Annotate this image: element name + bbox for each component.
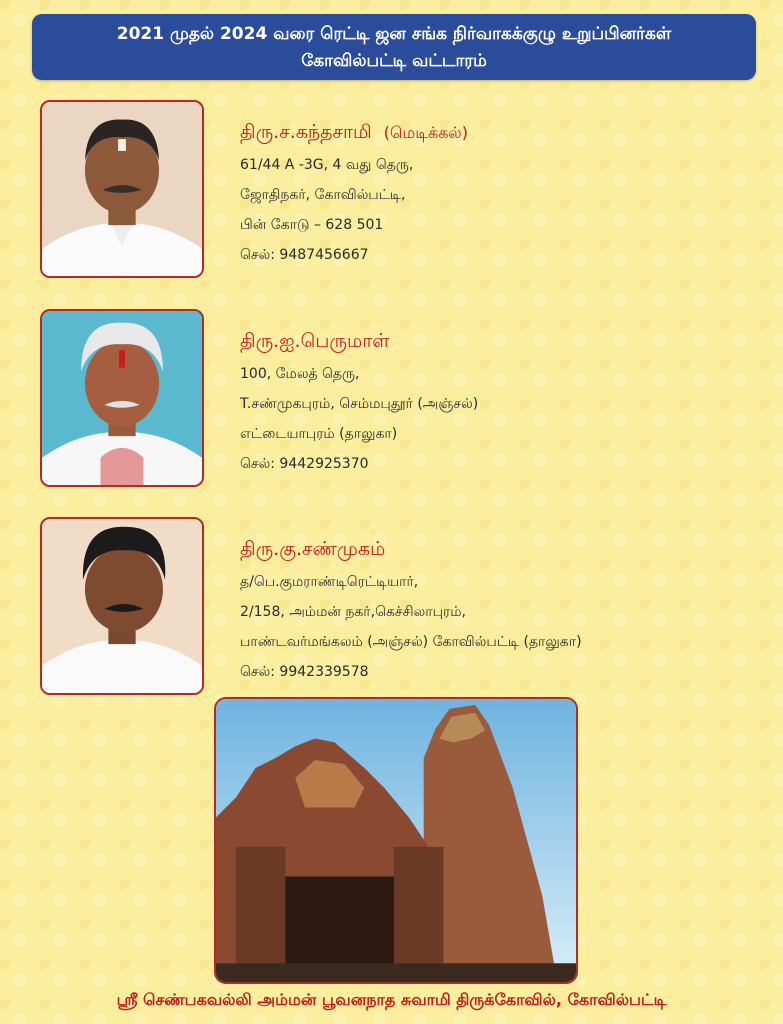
member-photo-2 — [40, 309, 204, 487]
member-address-line: பின் கோடு – 628 501 — [240, 217, 384, 233]
member-phone: செல்: 9487456667 — [240, 247, 369, 263]
member-info-3 — [240, 537, 760, 682]
member-photo-1 — [40, 100, 204, 278]
member-phone: செல்: 9942339578 — [240, 664, 369, 680]
member-address-line: த/பெ.குமராண்டிரெட்டியார், — [240, 574, 419, 590]
member-phone: செல்: 9442925370 — [240, 456, 369, 472]
header-banner — [32, 14, 756, 80]
member-info-1 — [240, 120, 760, 265]
member-address-line: பாண்டவர்மங்கலம் (அஞ்சல்) கோவில்பட்டி (தாலுகா) — [240, 634, 582, 650]
member-address-line: 100, மேலத் தெரு, — [240, 366, 360, 382]
member-name: திரு.ஐ.பெருமாள் — [240, 330, 390, 352]
footer-caption: ஸ்ரீ செண்பகவல்லி அம்மன் பூவனநாத சுவாமி திருக்கோவில், கோவில்பட்டி — [116, 990, 667, 1009]
member-name: திரு.கு.சண்முகம் — [240, 538, 386, 560]
member-address-line: ஜோதிநகர், கோவில்பட்டி, — [240, 187, 406, 203]
member-address-line: 61/44 A -3G, 4 வது தெரு, — [240, 157, 414, 173]
member-role: (மெடிக்கல்) — [383, 123, 468, 142]
member-address-line: எட்டையாபுரம் (தாலுகா) — [240, 426, 398, 442]
member-name: திரு.ச.கந்தசாமி — [240, 121, 372, 143]
member-address-line: T.சண்முகபுரம், செம்மபுதூர் (அஞ்சல்) — [240, 396, 479, 412]
temple-photo — [214, 697, 578, 984]
member-address-line: 2/158, அம்மன் நகர்,கெச்சிலாபுரம், — [240, 604, 466, 620]
member-photo-3 — [40, 517, 204, 695]
header-title: 2021 முதல் 2024 வரை ரெட்டி ஜன சங்க நிர்வாகக்குழு உறுப்பினர்கள் — [116, 24, 672, 44]
member-info-2 — [240, 329, 760, 474]
header-subtitle: கோவில்பட்டி வட்டாரம் — [301, 51, 487, 71]
